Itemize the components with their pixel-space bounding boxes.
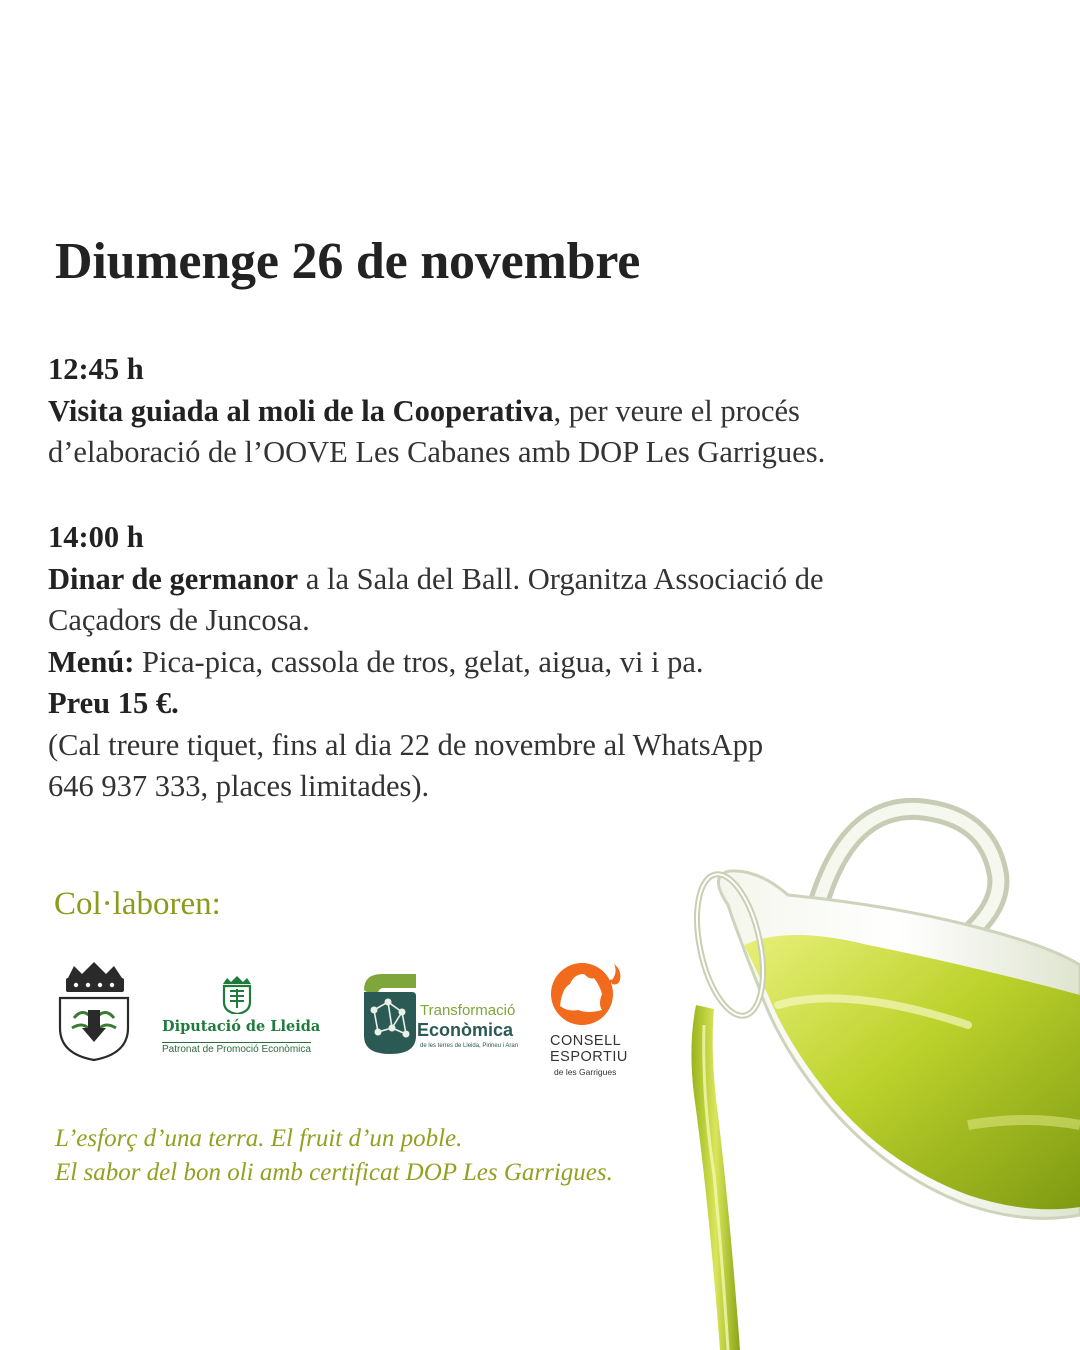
tagline-line: L’esforç d’una terra. El fruit d’un poble. [55, 1125, 463, 1152]
event-line: d’elaboració de l’OOVE Les Cabanes amb DOP Les Garrigues. [48, 435, 826, 469]
diputacio-subtitle: Patronat de Promoció Econòmica [162, 1044, 311, 1055]
event-line: Preu 15 €. [48, 686, 179, 720]
collaborators-label: Col·laboren: [54, 886, 221, 922]
event-line: Dinar de germanor a la Sala del Ball. Organitza Associació de [48, 561, 824, 596]
transformacio-line2: Econòmica [417, 1020, 514, 1040]
event-line: 646 937 333, places limitades). [48, 769, 430, 803]
consell-esportiu-logo [546, 960, 636, 1080]
event-time: 12:45 h [48, 352, 144, 386]
olive-oil-jug-illustration [668, 795, 1080, 1350]
ajuntament-coat-of-arms-logo [52, 962, 136, 1062]
event-lunch [48, 517, 1008, 808]
consell-line3: de les Garrigues [554, 1067, 617, 1077]
transformacio-economica-logo [360, 970, 540, 1060]
event-line: Menú: Pica-pica, cassola de tros, gelat, aigua, vi i pa. [48, 644, 704, 679]
transformacio-line1: Transformació [420, 1002, 516, 1019]
diputacio-lleida-logo [158, 974, 321, 1058]
event-line: Caçadors de Juncosa. [48, 603, 310, 637]
consell-line2: ESPORTIU [550, 1049, 628, 1065]
diputacio-name: Diputació de Lleida [162, 1018, 321, 1035]
page-title: Diumenge 26 de novembre [55, 233, 641, 290]
event-line: (Cal treure tiquet, fins al dia 22 de novembre al WhatsApp [48, 727, 764, 762]
event-line: Visita guiada al moli de la Cooperativa, per veure el procés [48, 393, 800, 428]
tagline-line: El sabor del bon oli amb certificat DOP Les Garrigues. [55, 1159, 613, 1186]
consell-line1: CONSELL [550, 1033, 622, 1049]
event-visit [48, 349, 1008, 474]
transformacio-line3: de les terres de Lleida, Pirineu i Aran [420, 1043, 519, 1049]
tagline [55, 1122, 613, 1190]
event-time: 14:00 h [48, 520, 144, 554]
